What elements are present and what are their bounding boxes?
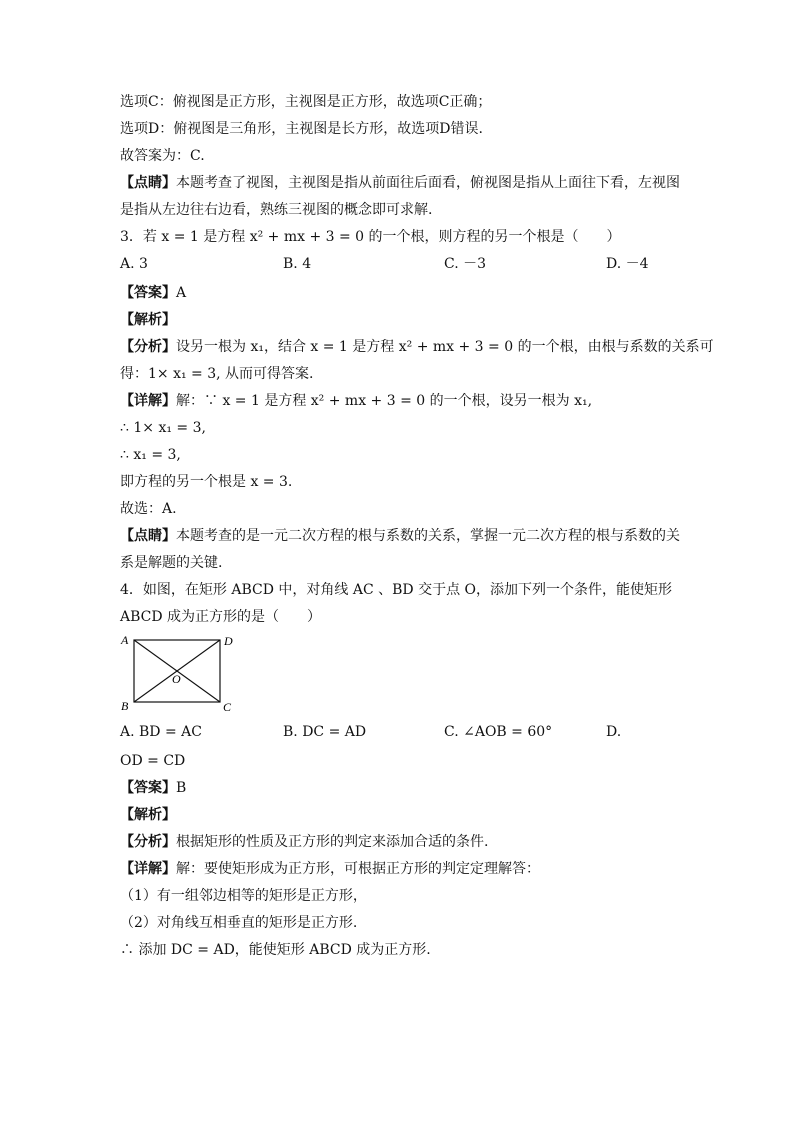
fenxi-text: 设另一根为 x₁，结合 x = 1 是方程 x² + mx + 3 = 0 的一个根，由根与系数的关系可	[176, 339, 714, 355]
q4-option-d: D.	[606, 724, 622, 740]
q4-stem2: ABCD 成为正方形的是（ ）	[120, 609, 322, 625]
vertex-label-a: A	[121, 634, 129, 647]
text-line: 选项C：俯视图是正方形，主视图是正方形，故选项C正确；	[120, 94, 492, 110]
answer-tag: 【答案】	[120, 780, 176, 796]
q4-answer	[120, 778, 680, 798]
q4-stem: 4．如图，在矩形 ABCD 中，对角线 AC 、BD 交于点 O，添加下列一个条件，能使矩形	[120, 582, 673, 598]
xiangjie-text: 解：要使矩形成为正方形，可根据正方形的判定定理解答：	[176, 861, 540, 877]
document-page	[120, 92, 714, 967]
q4-xiangjie-line	[120, 859, 680, 879]
dianjing-text: 本题考查了视图，主视图是指从前面往后面看，俯视图是指从上面往下看，左视图	[176, 175, 680, 191]
q4-options	[120, 722, 680, 742]
q3-choose: 故选：A.	[120, 501, 177, 517]
fenxi-tag: 【分析】	[120, 834, 176, 850]
q3-fenxi-line2: 得：1× x₁ = 3, 从而可得答案.	[120, 366, 314, 382]
rectangle-diagram	[120, 634, 240, 712]
q3-dianjing-line	[120, 526, 680, 546]
q3-stem: 3．若 x = 1 是方程 x² + mx + 3 = 0 的一个根，则方程的另一个根是（ ）	[120, 229, 621, 245]
q4-item: （1）有一组邻边相等的矩形是正方形，	[120, 888, 367, 904]
answer-value: B	[176, 780, 187, 796]
q4-option-a: A. BD = AC	[120, 724, 202, 740]
q4-analysis-tag: 【解析】	[120, 807, 176, 823]
text-line: 是指从左边往右边看，熟练三视图的概念即可求解.	[120, 202, 433, 218]
answer-value: A	[176, 285, 187, 301]
q4-option-c: C. ∠AOB = 60°	[444, 724, 553, 740]
vertex-label-b: B	[121, 699, 129, 712]
q3-option-c: C. －3	[444, 256, 487, 272]
xiangjie-tag: 【详解】	[120, 861, 176, 877]
q3-dianjing-line2: 系是解题的关键.	[120, 555, 223, 571]
xiangjie-tag: 【详解】	[120, 393, 176, 409]
center-label-o: O	[172, 672, 181, 686]
q3-option-a: A. 3	[120, 256, 148, 272]
dianjing-tag: 【点睛】	[120, 528, 176, 544]
q3-answer	[120, 283, 680, 303]
q3-fenxi-line	[120, 337, 714, 357]
q3-option-d: D. －4	[606, 256, 649, 272]
dianjing-text: 本题考查的是一元二次方程的根与系数的关系，掌握一元二次方程的根与系数的关	[176, 528, 680, 544]
answer-tag: 【答案】	[120, 285, 176, 301]
vertex-label-c: C	[223, 700, 232, 712]
vertex-label-d: D	[224, 634, 233, 648]
rectangle-figure	[120, 634, 240, 712]
fenxi-tag: 【分析】	[120, 339, 176, 355]
text-line: 故答案为：C.	[120, 148, 205, 164]
q4-fenxi-line	[120, 832, 680, 852]
q4-option-b: B. DC = AD	[283, 724, 367, 740]
xiangjie-text: 解：∵ x = 1 是方程 x² + mx + 3 = 0 的一个根，设另一根为 x₁,	[176, 393, 593, 409]
text-line: 选项D：俯视图是三角形，主视图是长方形，故选项D错误.	[120, 121, 483, 137]
q3-option-b: B. 4	[283, 256, 312, 272]
q4-conclusion: ∴ 添加 DC = AD，能使矩形 ABCD 成为正方形.	[120, 942, 431, 958]
q3-step: ∴ 1× x₁ = 3,	[120, 420, 206, 436]
q3-analysis-tag: 【解析】	[120, 312, 176, 328]
dianjing-tag: 【点睛】	[120, 175, 176, 191]
q3-options	[120, 254, 680, 274]
fenxi-text: 根据矩形的性质及正方形的判定来添加合适的条件.	[176, 834, 489, 850]
q4-option-d-content: OD = CD	[120, 753, 186, 769]
q3-step: 即方程的另一个根是 x = 3.	[120, 474, 293, 490]
q3-step: ∴ x₁ = 3,	[120, 447, 181, 463]
q3-xiangjie-line	[120, 391, 680, 411]
text-line	[120, 173, 680, 193]
q4-item: （2）对角线互相垂直的矩形是正方形.	[120, 915, 358, 931]
